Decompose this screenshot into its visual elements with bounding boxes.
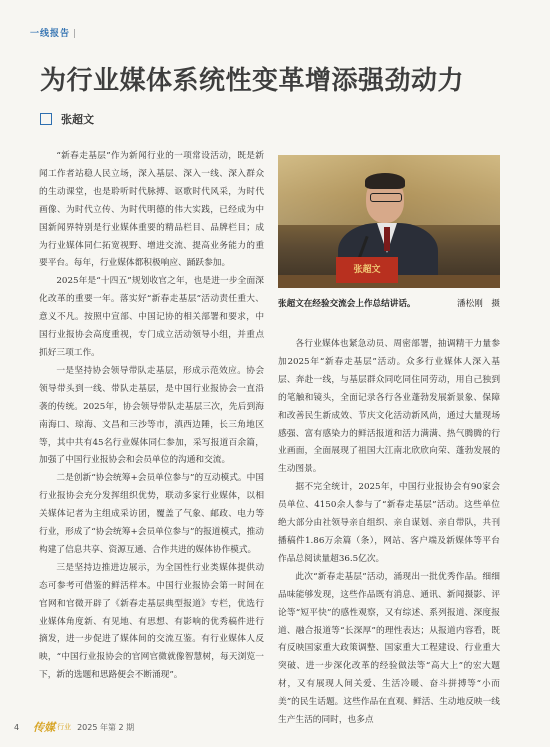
speaker-photo [278,155,500,288]
paragraph: 据不完全统计，2025年，中国行业报协会有90家会员单位、4150余人参与了“新春走基层”活动。这些单位绝大部分由社领导亲自组织、亲自谋划、亲自带队，共刊播稿件1.86万余篇（条），网站、客户端及新媒体等平台作品总阅读量超36.5亿次。 [278,482,500,564]
paragraph: 三是坚持边推进边展示，为全国性行业类媒体提供动态可参考可借鉴的鲜活样本。中国行业报协会第一时间在官网和官微开辟了《新春走基层典型报道》专栏，优选行业媒体角度新、有见地、有思想、有影响的优秀稿件进行摘发，进一步促进了媒体间的交流互鉴。有行业媒体人反映，“中国行业报协会的官网官微就像智慧树，每天浏览一下，新的选题和思路便会不断涌现”。 [39,562,264,681]
headline: 为行业媒体系统性变革增添强劲动力 [40,66,465,96]
author-name: 张超文 [61,113,94,126]
section-divider: | [73,29,78,39]
article-right-column [278,336,500,730]
issue-label: 2025 年第 2 期 [77,722,135,732]
section-tag-label: 一线报告 [30,29,71,39]
photo-figure-glasses [370,193,402,202]
photo-figure-tie [384,227,390,251]
magazine-logo: 传媒 [33,721,56,734]
paragraph: 2025年是“十四五”规划收官之年，也是进一步全面深化改革的重要一年。落实好“新春走基层”活动责任重大、意义不凡。按照中宣部、中国记协的相关部署和要求，中国行业报协会高度重视，专门成立活动领导小组，并重点抓好三项工作。 [39,276,264,358]
paragraph: 各行业媒体也紧急动员、周密部署，抽调精干力量参加2025年“新春走基层”活动。众多行业媒体人深入基层、奔赴一线，与基层群众同吃同住同劳动，用自己独到的笔触和镜头，全面记录各行各业蓬勃发展新景象、保障和改善民生新成效、节庆文化活动新风尚，通过大量现场感强、富有感染力的鲜活报道和活力满满、热气腾腾的行业画面，全面展现了祖国大江南北欣欣向荣、蓬勃发展的生动图景。 [278,339,500,475]
paragraph: 一是坚持协会领导带队走基层，形成示范效应。协会领导带头到一线、带队走基层，是中国行业报协会一直沿袭的传统。2025年，协会领导带队走基层三次，先后到海南海口、琼海、文昌和三沙等市，滇西边陲，长三角地区等，其中共有45名行业媒体同仁参加，采写报道百余篇，加强了中国行业报协会和会员单位的沟通和交流。 [39,365,264,466]
photo-caption [278,297,500,309]
nameplate: 张超文 [336,257,398,283]
paragraph: 此次“新春走基层”活动，涌现出一批优秀作品。细细品味能够发现，这些作品既有消息、通讯、新闻摄影、评论等“短平快”的感性观察，又有综述、系列报道、深度报道、融合报道等“长深厚”的理性表达；从报道内容看，既有反映国家重大政策调整、国家重大工程建设、行业重大突破、进一步深化改革的经验做法等“高大上”的宏大题材，又有展现人间关爱、生活冷暖、奋斗拼搏等“小而美”的民生话题。这些作品在直观、鲜活、生动地反映一线生产生活的同时，也多点 [278,571,500,726]
author-byline [40,111,94,127]
paragraph: 二是创新“协会统筹+会员单位参与”的互动模式。中国行业报协会充分发挥组织优势，联动多家行业媒体，以相关媒体记者为主组成采访团，覆盖了气象、邮政、电力等行业，形成了“协会统筹+会员单位参与”的报道模式，推动构建了信息共享、资源互通、合作共进的媒体协作模式。 [39,473,264,555]
article-left-column [39,148,264,685]
caption-text: 张超文在经验交流会上作总结讲话。 [278,299,416,309]
page-number: 4 [14,722,20,732]
magazine-logo-sub: 行业 [57,723,72,731]
photo-figure-hair [365,173,405,189]
paragraph: “新春走基层”作为新闻行业的一项常设活动，既是新闻工作者站稳人民立场，深入基层、深入一线、深入群众的生动课堂，也是聆听时代脉搏、讴歌时代风采，为时代画像、为时代立传、为时代明德的伟大实践，已经成为中国新闻界特别是行业媒体重要的精品栏目、品牌栏目；成为行业媒体同仁拓宽视野、增进交流、提高业务能力的重要平台。每年，行业媒体都积极响应、踊跃参加。 [39,151,264,269]
photo-credit: 潘松刚 摄 [457,299,500,309]
square-bullet-icon [40,113,52,125]
section-tag [30,26,77,39]
page-footer [14,719,134,735]
